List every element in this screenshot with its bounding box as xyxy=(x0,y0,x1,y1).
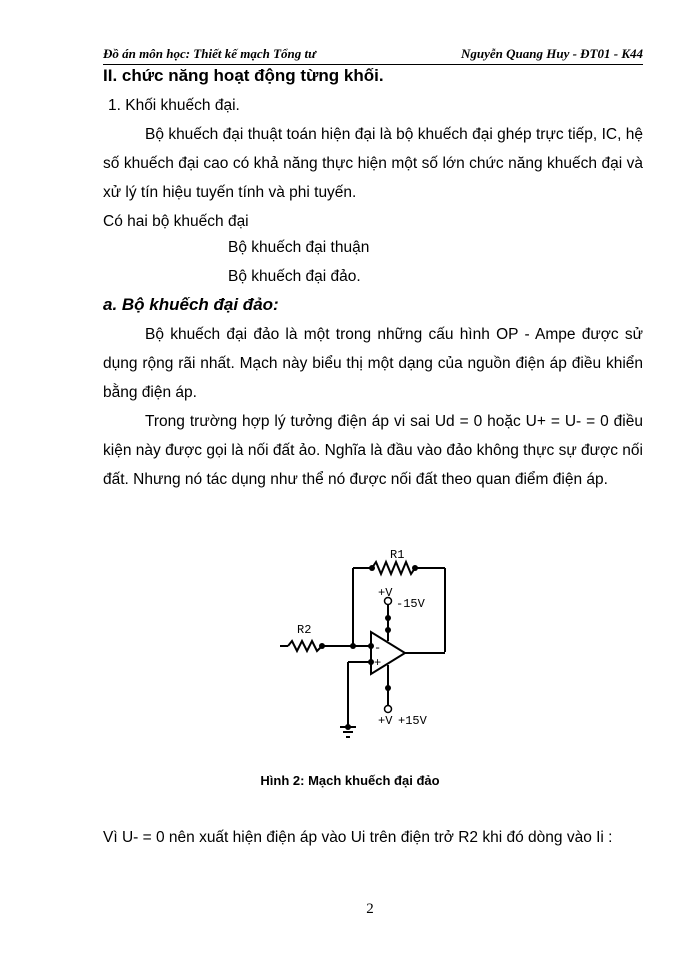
r1-label: R1 xyxy=(390,548,405,562)
r2-label: R2 xyxy=(297,623,312,637)
section-title: II. chức năng hoạt động từng khối. xyxy=(103,66,384,85)
list-item: Bộ khuếch đại thuận xyxy=(228,239,370,256)
header-left: Đồ án môn học: Thiết kế mạch Tổng tư xyxy=(103,46,316,61)
list-item: Bộ khuếch đại đảo. xyxy=(228,268,361,285)
minus-sign: - xyxy=(374,641,382,655)
page-number: 2 xyxy=(366,901,374,917)
paragraph-1-text: Bộ khuếch đại thuật toán hiện đại là bộ khuếch đại ghép trực tiếp, IC, hệ số khuếch đại cao có khả năng thực hiện một số lớn chức năng khuếch đại và xử lý tín hiệu tuyến tính và phi tuyến. xyxy=(103,126,643,201)
header-right: Nguyễn Quang Huy - ĐT01 - K44 xyxy=(460,46,643,61)
circuit-wires xyxy=(280,562,445,737)
r2-resistor xyxy=(288,641,322,651)
r1-resistor xyxy=(372,562,415,574)
subsection-title: 1. Khối khuếch đại. xyxy=(108,97,240,114)
vneg-label: -15V xyxy=(396,597,425,611)
vpos-label: +15V xyxy=(398,714,427,728)
paragraph-1b-text: Có hai bộ khuếch đại xyxy=(103,213,249,230)
heading-a: a. Bộ khuếch đại đảo: xyxy=(103,295,279,314)
paragraph-2-text: Bộ khuếch đại đảo là một trong những cấu hình OP - Ampe được sử dụng rộng rãi nhất. Mạch này biểu thị một dạng của nguồn điện áp điều khiển bằng điện áp. xyxy=(103,326,643,401)
figure-caption: Hình 2: Mạch khuếch đại đảo xyxy=(260,773,440,788)
plus-sign: + xyxy=(374,656,382,670)
last-line: Vì U- = 0 nên xuất hiện điện áp vào Ui trên điện trở R2 khi đó dòng vào Ii : xyxy=(103,829,613,846)
circuit-nodes xyxy=(319,565,418,730)
paragraph-3-text: Trong trường hợp lý tưởng điện áp vi sai Ud = 0 hoặc U+ = U- = 0 điều kiện này được gọi là nối đất ảo. Nghĩa là đầu vào đảo không thực sự được nối đất. Nhưng nó tác dụng như thể nó được nối đất theo quan điểm điện áp. xyxy=(103,413,643,488)
vplus-top-label: +V xyxy=(378,586,393,600)
vplus-bottom-label: +V xyxy=(378,714,393,728)
